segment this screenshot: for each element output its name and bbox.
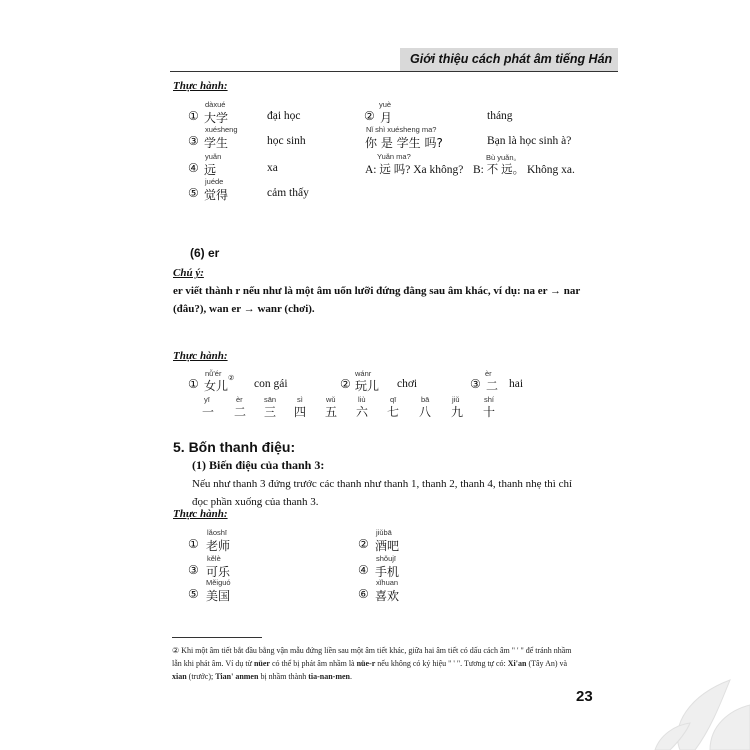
number-pinyin: wǔ (326, 395, 336, 404)
footnote-rule (172, 637, 262, 638)
pinyin: nǚ'ér (205, 369, 222, 378)
meaning: xa (267, 162, 278, 174)
meaning: Bạn là học sinh à? (487, 135, 572, 147)
footnote-mark: ② (172, 646, 180, 655)
item-number: ② (340, 377, 351, 391)
pinyin: lǎoshī (207, 528, 228, 537)
number-hanzi: 七 (387, 405, 400, 419)
pinyin-a: Yuǎn ma? (377, 152, 411, 161)
section-6-heading: (6) er (190, 246, 220, 260)
hanzi: 觉得 (204, 188, 229, 202)
pinyin: èr (485, 369, 492, 378)
meaning: hai (509, 378, 524, 390)
footnote-ref: ② (228, 374, 235, 382)
number-pinyin: jiǔ (452, 395, 460, 404)
pinyin: xǐhuan (376, 578, 399, 587)
number-pinyin: yī (204, 395, 210, 404)
meaning: học sinh (267, 135, 306, 147)
pinyin: kělè (207, 554, 221, 563)
number-pinyin: bā (421, 395, 430, 404)
meaning: tháng (487, 110, 513, 122)
section-5-line-1: Nếu như thanh 3 đứng trước các thanh như thanh 1, thanh 2, thanh 4, thanh nhẹ thì chỉ (192, 478, 573, 490)
page-header-title: Giới thiệu cách phát âm tiếng Hán (410, 52, 613, 66)
number-hanzi: 五 (325, 405, 338, 419)
pinyin: xuésheng (205, 125, 238, 134)
pinyin: shǒujī (376, 554, 397, 563)
hanzi: 玩儿 (355, 379, 380, 393)
pinyin: Nǐ shì xuésheng ma? (366, 125, 437, 134)
number-hanzi: 四 (294, 405, 307, 419)
section-5-subheading: (1) Biến điệu của thanh 3: (192, 458, 325, 472)
pinyin: jiǔbā (376, 528, 392, 537)
meaning: chơi (397, 378, 418, 390)
hanzi: 手机 (375, 565, 400, 579)
meaning: cảm thấy (267, 187, 309, 199)
item-number: ⑤ (188, 186, 199, 200)
item-number: ⑤ (188, 587, 199, 601)
hanzi: 可乐 (206, 565, 231, 579)
number-pinyin: èr (236, 395, 243, 404)
practice-label: Thực hành: (173, 508, 228, 520)
pinyin: Měiguó (206, 578, 231, 587)
item-number: ⑥ (358, 587, 369, 601)
pinyin: wánr (355, 369, 372, 378)
number-hanzi: 三 (264, 405, 277, 419)
item-number: ③ (188, 563, 199, 577)
item-number: ② (364, 109, 375, 123)
item-number: ③ (470, 377, 481, 391)
item-number: ① (188, 537, 199, 551)
note-line-1: er viết thành r nếu như là một âm uốn lưỡi đứng đằng sau âm khác, ví dụ: na er → nar (173, 285, 581, 297)
number-hanzi: 八 (419, 405, 432, 419)
item-number: ③ (188, 134, 199, 148)
section-5-heading: 5. Bốn thanh điệu: (173, 439, 296, 455)
lily-flower-decoration-icon (560, 665, 750, 750)
item-number: ④ (188, 161, 199, 175)
number-pinyin: shí (484, 395, 495, 404)
item-number: ① (188, 109, 199, 123)
item-number: ① (188, 377, 199, 391)
number-hanzi: 十 (483, 405, 496, 419)
item-number: ④ (358, 563, 369, 577)
hanzi: 酒吧 (375, 539, 400, 553)
pinyin: juéde (205, 177, 224, 186)
footnote: ② Khi một âm tiết bắt đầu bằng vận mẫu đứng liền sau một âm tiết khác, giữa hai âm tiết có dấu cách âm " ' " để tránh nhầm lẫn khi phát âm. Ví dụ từ nüer có thể bị phát âm nhầm là nüe-r nếu không có ký hiệu " ' ". Tương tự có: Xi'an (Tây An) và xian (trước); Tian' anmen bị nhầm thành tia-nan-men. (172, 646, 572, 681)
hanzi: 老师 (206, 539, 231, 553)
practice-label: Thực hành: (173, 350, 228, 362)
hanzi: 二 (486, 379, 499, 393)
dialog-a: A: 远 吗? Xa không? (365, 164, 464, 176)
number-hanzi: 二 (234, 405, 247, 419)
page-number: 23 (576, 688, 593, 705)
pinyin: yuǎn (205, 152, 222, 161)
number-hanzi: 一 (202, 405, 215, 419)
pinyin-b: Bù yuǎn。 (486, 153, 522, 162)
hanzi: 喜欢 (375, 589, 400, 603)
number-hanzi: 九 (451, 405, 464, 419)
number-hanzi: 六 (356, 405, 369, 419)
practice-label: Thực hành: (173, 80, 228, 92)
dialog-b: B: 不 远。 Không xa. (473, 164, 575, 176)
pinyin: dàxué (205, 100, 226, 109)
item-number: ② (358, 537, 369, 551)
note-line-2: (đâu?), wan er → wanr (chơi). (173, 303, 315, 315)
number-pinyin: sān (264, 395, 277, 404)
number-pinyin: liù (358, 395, 366, 404)
section-5-line-2: đọc phần xuống của thanh 3. (192, 496, 319, 508)
pinyin: yuè (379, 100, 392, 109)
header-rule (170, 71, 618, 72)
number-pinyin: sì (297, 395, 303, 404)
hanzi: 大学 (204, 111, 229, 125)
hanzi: 你 是 学生 吗? (365, 136, 443, 150)
number-pinyin: qī (390, 395, 397, 404)
hanzi: 学生 (204, 136, 229, 150)
hanzi: 远 (204, 163, 217, 177)
note-label: Chú ý: (173, 267, 204, 279)
meaning: con gái (254, 378, 288, 390)
meaning: đại học (267, 110, 301, 122)
hanzi: 美国 (206, 589, 231, 603)
hanzi: 月 (380, 111, 393, 125)
hanzi: 女儿 (204, 379, 229, 393)
